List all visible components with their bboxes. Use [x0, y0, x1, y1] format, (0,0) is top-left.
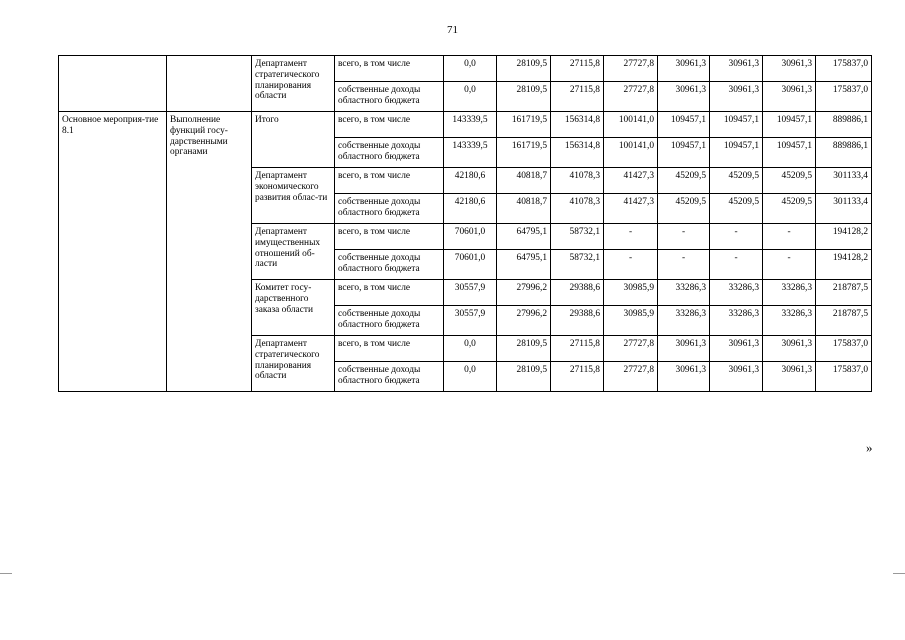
value-cell: 143339,5 [444, 112, 497, 138]
value-cell: 64795,1 [497, 224, 551, 250]
value-cell: 218787,5 [816, 306, 872, 336]
closing-quote: » [866, 440, 873, 455]
executor-cell: Комитет госу-дарственного заказа области [252, 280, 335, 336]
value-cell: 28109,5 [497, 56, 551, 82]
value-cell: 109457,1 [658, 138, 710, 168]
value-cell: 30961,3 [658, 336, 710, 362]
source-label-own: собственные доходы областного бюджета [335, 362, 444, 392]
value-cell: 100141,0 [604, 138, 658, 168]
source-label-own: собственные доходы областного бюджета [335, 194, 444, 224]
value-cell: 27727,8 [604, 56, 658, 82]
value-cell: 41427,3 [604, 168, 658, 194]
value-cell: 143339,5 [444, 138, 497, 168]
value-cell: - [763, 250, 816, 280]
measure-name-cell: Основное мероприя-тие 8.1 [59, 112, 167, 392]
value-cell: - [658, 224, 710, 250]
value-cell: 33286,3 [658, 306, 710, 336]
value-cell: 30961,3 [763, 336, 816, 362]
value-cell: 27115,8 [551, 82, 604, 112]
value-cell: 30961,3 [710, 56, 763, 82]
value-cell: 30961,3 [658, 362, 710, 392]
value-cell: 175837,0 [816, 336, 872, 362]
value-cell: 41427,3 [604, 194, 658, 224]
value-cell: 30961,3 [763, 82, 816, 112]
value-cell: 889886,1 [816, 112, 872, 138]
value-cell: 33286,3 [763, 280, 816, 306]
table-row [59, 56, 872, 82]
value-cell: 301133,4 [816, 168, 872, 194]
table-row [59, 112, 872, 138]
value-cell: - [710, 250, 763, 280]
value-cell: 45209,5 [763, 168, 816, 194]
value-cell: 194128,2 [816, 224, 872, 250]
value-cell: 41078,3 [551, 194, 604, 224]
source-label-total: всего, в том числе [335, 112, 444, 138]
source-label-total: всего, в том числе [335, 280, 444, 306]
value-cell: 27115,8 [551, 56, 604, 82]
executor-cell: Департамент стратегического планирования области [252, 336, 335, 392]
value-cell: 28109,5 [497, 82, 551, 112]
value-cell: 100141,0 [604, 112, 658, 138]
edge-mark-left [0, 573, 12, 574]
description-cell-empty [167, 56, 252, 112]
value-cell: 161719,5 [497, 138, 551, 168]
value-cell: 42180,6 [444, 168, 497, 194]
value-cell: 109457,1 [710, 138, 763, 168]
value-cell: - [604, 250, 658, 280]
value-cell: 70601,0 [444, 250, 497, 280]
value-cell: 30985,9 [604, 306, 658, 336]
value-cell: - [763, 224, 816, 250]
value-cell: 27727,8 [604, 336, 658, 362]
value-cell: 0,0 [444, 56, 497, 82]
value-cell: 58732,1 [551, 250, 604, 280]
measure-cell-empty [59, 56, 167, 112]
value-cell: 30961,3 [658, 56, 710, 82]
source-label-total: всего, в том числе [335, 336, 444, 362]
executor-cell: Департамент экономического развития облас-ти [252, 168, 335, 224]
value-cell: 33286,3 [763, 306, 816, 336]
value-cell: - [710, 224, 763, 250]
value-cell: 156314,8 [551, 138, 604, 168]
value-cell: 30557,9 [444, 280, 497, 306]
value-cell: 30557,9 [444, 306, 497, 336]
value-cell: 30961,3 [710, 82, 763, 112]
value-cell: 175837,0 [816, 82, 872, 112]
value-cell: 40818,7 [497, 194, 551, 224]
source-label-total: всего, в том числе [335, 224, 444, 250]
value-cell: 175837,0 [816, 56, 872, 82]
source-label-total: всего, в том числе [335, 56, 444, 82]
source-label-own: собственные доходы областного бюджета [335, 306, 444, 336]
executor-cell: Департамент стратегического планирования области [252, 56, 335, 112]
measure-description-cell: Выполнение функций госу-дарственными органами [167, 112, 252, 392]
value-cell: 33286,3 [658, 280, 710, 306]
value-cell: 30961,3 [763, 362, 816, 392]
value-cell: 30961,3 [658, 82, 710, 112]
executor-cell: Итого [252, 112, 335, 168]
value-cell: 30961,3 [710, 362, 763, 392]
value-cell: 30961,3 [710, 336, 763, 362]
value-cell: 175837,0 [816, 362, 872, 392]
value-cell: 194128,2 [816, 250, 872, 280]
value-cell: 33286,3 [710, 306, 763, 336]
value-cell: 27115,8 [551, 336, 604, 362]
value-cell: - [604, 224, 658, 250]
edge-mark-right [893, 573, 905, 574]
value-cell: 45209,5 [658, 168, 710, 194]
value-cell: 45209,5 [710, 194, 763, 224]
value-cell: 27727,8 [604, 82, 658, 112]
value-cell: 64795,1 [497, 250, 551, 280]
value-cell: 27996,2 [497, 280, 551, 306]
value-cell: - [658, 250, 710, 280]
value-cell: 301133,4 [816, 194, 872, 224]
value-cell: 0,0 [444, 82, 497, 112]
value-cell: 40818,7 [497, 168, 551, 194]
value-cell: 27996,2 [497, 306, 551, 336]
value-cell: 109457,1 [710, 112, 763, 138]
source-label-total: всего, в том числе [335, 168, 444, 194]
value-cell: 58732,1 [551, 224, 604, 250]
value-cell: 27115,8 [551, 362, 604, 392]
page-number: 71 [447, 24, 458, 36]
value-cell: 41078,3 [551, 168, 604, 194]
value-cell: 27727,8 [604, 362, 658, 392]
value-cell: 109457,1 [658, 112, 710, 138]
value-cell: 28109,5 [497, 336, 551, 362]
source-label-own: собственные доходы областного бюджета [335, 138, 444, 168]
executor-cell: Департамент имущественных отношений об-ласти [252, 224, 335, 280]
value-cell: 109457,1 [763, 138, 816, 168]
source-label-own: собственные доходы областного бюджета [335, 82, 444, 112]
value-cell: 0,0 [444, 336, 497, 362]
value-cell: 29388,6 [551, 306, 604, 336]
value-cell: 28109,5 [497, 362, 551, 392]
value-cell: 156314,8 [551, 112, 604, 138]
value-cell: 30961,3 [763, 56, 816, 82]
table-body [59, 56, 872, 392]
budget-table [58, 55, 872, 392]
value-cell: 161719,5 [497, 112, 551, 138]
value-cell: 45209,5 [658, 194, 710, 224]
value-cell: 29388,6 [551, 280, 604, 306]
value-cell: 42180,6 [444, 194, 497, 224]
value-cell: 0,0 [444, 362, 497, 392]
value-cell: 30985,9 [604, 280, 658, 306]
value-cell: 70601,0 [444, 224, 497, 250]
value-cell: 45209,5 [710, 168, 763, 194]
value-cell: 218787,5 [816, 280, 872, 306]
value-cell: 33286,3 [710, 280, 763, 306]
value-cell: 109457,1 [763, 112, 816, 138]
source-label-own: собственные доходы областного бюджета [335, 250, 444, 280]
value-cell: 45209,5 [763, 194, 816, 224]
value-cell: 889886,1 [816, 138, 872, 168]
